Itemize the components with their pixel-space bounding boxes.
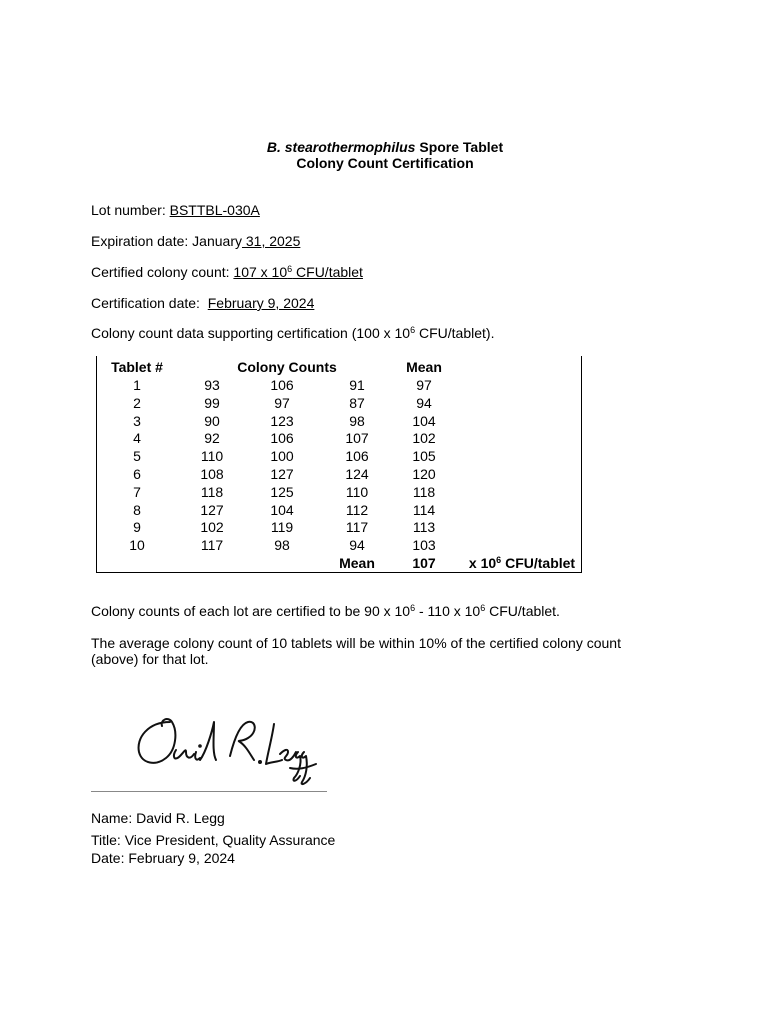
- cell-count-3: 98: [349, 412, 365, 429]
- certified-colony-count-value: 107 x $10^6$ CFU/tablet: [233, 264, 363, 280]
- cell-count-3: 112: [345, 501, 369, 518]
- cell-count-1: 102: [200, 519, 224, 536]
- cell-tablet: 8: [133, 501, 141, 518]
- cell-tablet: 5: [133, 448, 141, 465]
- cell-mean: 118: [412, 483, 436, 500]
- cell-count-2: 106: [270, 377, 294, 393]
- footer-mean-label: Mean: [339, 555, 375, 571]
- cell-mean: 94: [416, 394, 432, 411]
- cell-count-3: 117: [345, 519, 369, 536]
- cell-count-1: 127: [200, 501, 224, 518]
- title-line-1: B. stearothermophilus Spore Tablet: [266, 139, 504, 155]
- signature-image: [130, 712, 320, 790]
- cell-mean: 114: [412, 501, 436, 518]
- supporting-data-line: Colony count data supporting certification (100 x $10^6$ CFU/tablet).: [91, 325, 495, 341]
- cell-tablet: 6: [133, 466, 141, 482]
- organism-name: B. stearothermophilus: [266, 139, 416, 155]
- cell-count-3: 110: [345, 483, 369, 500]
- expiration-date-value: 31, 2025: [241, 233, 301, 249]
- cell-mean: 104: [412, 412, 436, 429]
- cell-count-2: 127: [270, 466, 294, 482]
- cell-mean: 97: [416, 377, 432, 393]
- certification-date-value: February 9, 2024: [207, 295, 315, 311]
- cell-count-3: 94: [349, 537, 365, 554]
- lot-number-line: Lot number: BSTTBL-030A: [91, 202, 260, 218]
- cell-mean: 113: [412, 519, 436, 536]
- certification-date-line: Certification date: February 9, 2024: [91, 295, 315, 311]
- certification-statement-2: The average colony count of 10 tablets will be within 10% of the certified colony count (above) for that lot.: [91, 635, 621, 667]
- footer-mean-value: 107: [412, 555, 436, 571]
- cell-tablet: 4: [133, 430, 141, 447]
- cell-count-1: 108: [200, 466, 224, 482]
- colony-count-table: [96, 356, 582, 573]
- cell-count-3: 106: [345, 448, 369, 465]
- cell-count-3: 107: [345, 430, 369, 447]
- signature-line: [91, 791, 327, 792]
- cell-count-2: 123: [270, 412, 294, 429]
- lot-number-value: BSTTBL-030A: [169, 202, 260, 218]
- cell-count-1: 99: [204, 394, 220, 411]
- footer-unit: x $10^6$ CFU/tablet: [468, 555, 576, 571]
- cell-count-2: 98: [274, 537, 290, 554]
- cell-count-1: 117: [200, 537, 224, 554]
- signer-name: Name: David R. Legg: [91, 810, 225, 826]
- certification-statement-1: Colony counts of each lot are certified to be 90 x $10^6 - 110$ x $10^6$ CFU/tablet.: [91, 603, 560, 619]
- cell-tablet: 9: [133, 519, 141, 536]
- header-colony-counts: Colony Counts: [237, 359, 337, 375]
- cell-tablet: 1: [133, 377, 141, 393]
- cell-tablet: 7: [133, 483, 141, 500]
- header-tablet: Tablet #: [111, 359, 163, 375]
- cell-tablet: 2: [133, 394, 141, 411]
- cell-count-1: 118: [200, 483, 224, 500]
- page-title: [0, 139, 770, 171]
- cell-count-2: 106: [270, 430, 294, 447]
- expiration-date-line: Expiration date: January 31, 2025: [91, 233, 301, 249]
- header-mean: Mean: [406, 359, 442, 375]
- cell-count-2: 97: [274, 394, 290, 411]
- cell-count-3: 87: [349, 394, 365, 411]
- signature-date: Date: February 9, 2024: [91, 850, 235, 866]
- cell-mean: 105: [412, 448, 436, 465]
- cell-mean: 102: [412, 430, 436, 447]
- cell-count-2: 100: [270, 448, 294, 465]
- cell-tablet: 10: [129, 537, 145, 554]
- cell-tablet: 3: [133, 412, 141, 429]
- cell-count-3: 124: [345, 466, 369, 482]
- cell-count-2: 104: [270, 501, 294, 518]
- certified-colony-count-line: Certified colony count: 107 x $10^6$ CFU/tablet: [91, 264, 363, 280]
- cell-mean: 120: [412, 466, 436, 482]
- cell-count-1: 90: [204, 412, 220, 429]
- cell-count-2: 119: [270, 519, 294, 536]
- cell-count-1: 110: [200, 448, 224, 465]
- cell-count-2: 125: [270, 483, 294, 500]
- cell-mean: 103: [412, 537, 436, 554]
- cell-count-1: 92: [204, 430, 220, 447]
- cell-count-1: 93: [204, 377, 220, 393]
- signer-title: Title: Vice President, Quality Assurance: [91, 832, 336, 848]
- title-line-2: Colony Count Certification: [296, 155, 474, 171]
- cell-count-3: 91: [349, 377, 365, 393]
